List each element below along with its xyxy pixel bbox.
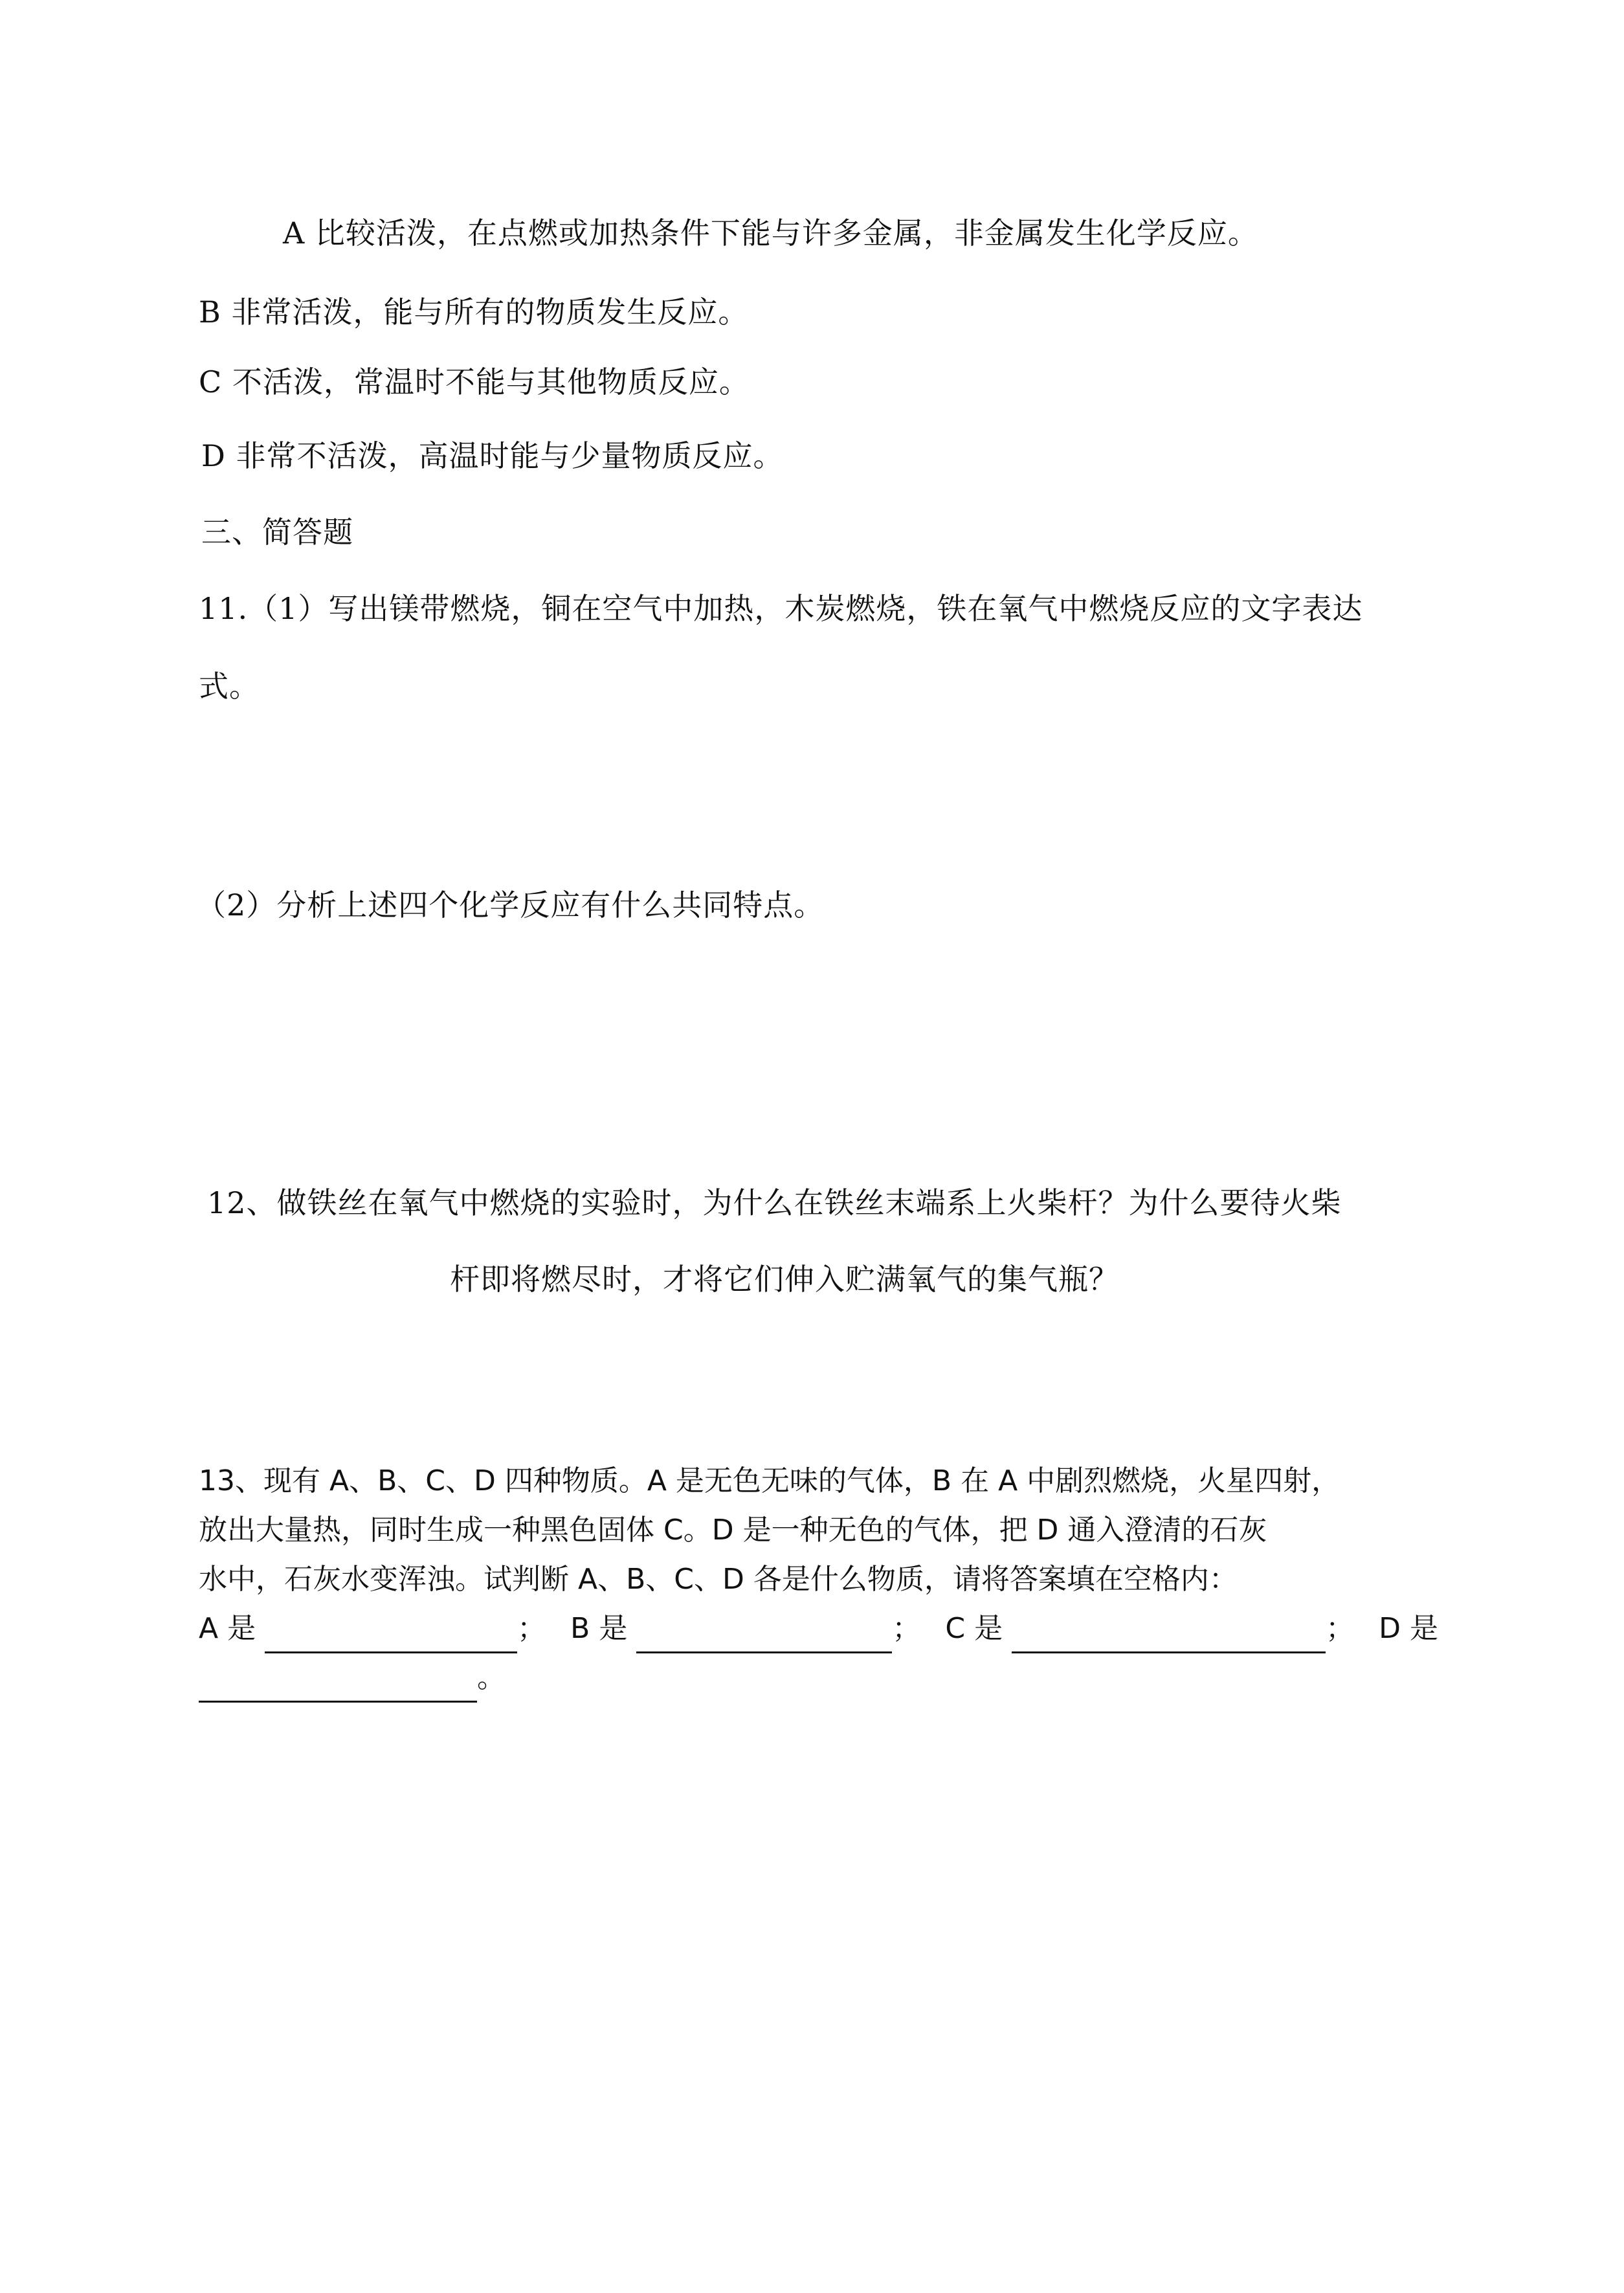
- option-d: D 非常不活泼，高温时能与少量物质反应。: [201, 438, 784, 473]
- question-13-line2: 放出大量热，同时生成一种黑色固体 C。D 是一种无色的气体，把 D 通入澄清的石灰: [199, 1514, 1267, 1547]
- question-12-line1: 12、做铁丝在氧气中燃烧的实验时，为什么在铁丝末端系上火柴杆？为什么要待火柴: [207, 1185, 1342, 1220]
- answer-c-blank[interactable]: [1012, 1619, 1326, 1653]
- answer-d: [1379, 1604, 1438, 1653]
- answer-b: [570, 1604, 920, 1653]
- answer-a-blank[interactable]: [265, 1619, 517, 1653]
- answer-d-label: D 是: [1379, 1612, 1438, 1645]
- answer-b-label: B 是: [570, 1612, 628, 1645]
- option-c: C 不活泼，常温时不能与其他物质反应。: [199, 364, 750, 399]
- answer-b-blank[interactable]: [636, 1619, 892, 1653]
- question-13-line3: 水中，石灰水变浑浊。试判断 A、B、C、D 各是什么物质，请将答案填在空格内：: [199, 1563, 1238, 1596]
- answer-c-label: C 是: [945, 1612, 1003, 1645]
- question-13-ending: 。: [477, 1661, 506, 1694]
- question-13-answer-row: [199, 1604, 1438, 1653]
- question-11-part2: （2）分析上述四个化学反应有什么共同特点。: [196, 888, 825, 923]
- section-heading: 三、简答题: [201, 515, 353, 550]
- option-b: B 非常活泼，能与所有的物质发生反应。: [199, 295, 749, 330]
- question-11-part1-line1: 11.（1）写出镁带燃烧，铜在空气中加热，木炭燃烧，铁在氧气中燃烧反应的文字表达: [199, 591, 1363, 626]
- question-13: [199, 1457, 1438, 1703]
- answer-a: [199, 1604, 546, 1653]
- answer-d-blank[interactable]: [199, 1668, 477, 1703]
- answer-b-separator: ；: [892, 1612, 921, 1645]
- answer-a-label: A 是: [199, 1612, 256, 1645]
- answer-a-separator: ；: [517, 1612, 546, 1645]
- answer-c: [945, 1604, 1354, 1653]
- option-a: A 比较活泼，在点燃或加热条件下能与许多金属，非金属发生化学反应。: [283, 216, 1258, 251]
- answer-c-separator: ；: [1326, 1612, 1355, 1645]
- question-13-answer-d-row: [199, 1653, 1438, 1703]
- question-12-line2: 杆即将燃尽时，才将它们伸入贮满氧气的集气瓶？: [450, 1262, 1119, 1297]
- question-13-line1: 13、现有 A、B、C、D 四种物质。A 是无色无味的气体，B 在 A 中剧烈燃烧，火星四射，: [199, 1464, 1340, 1497]
- question-11-part1-line2: 式。: [199, 669, 260, 704]
